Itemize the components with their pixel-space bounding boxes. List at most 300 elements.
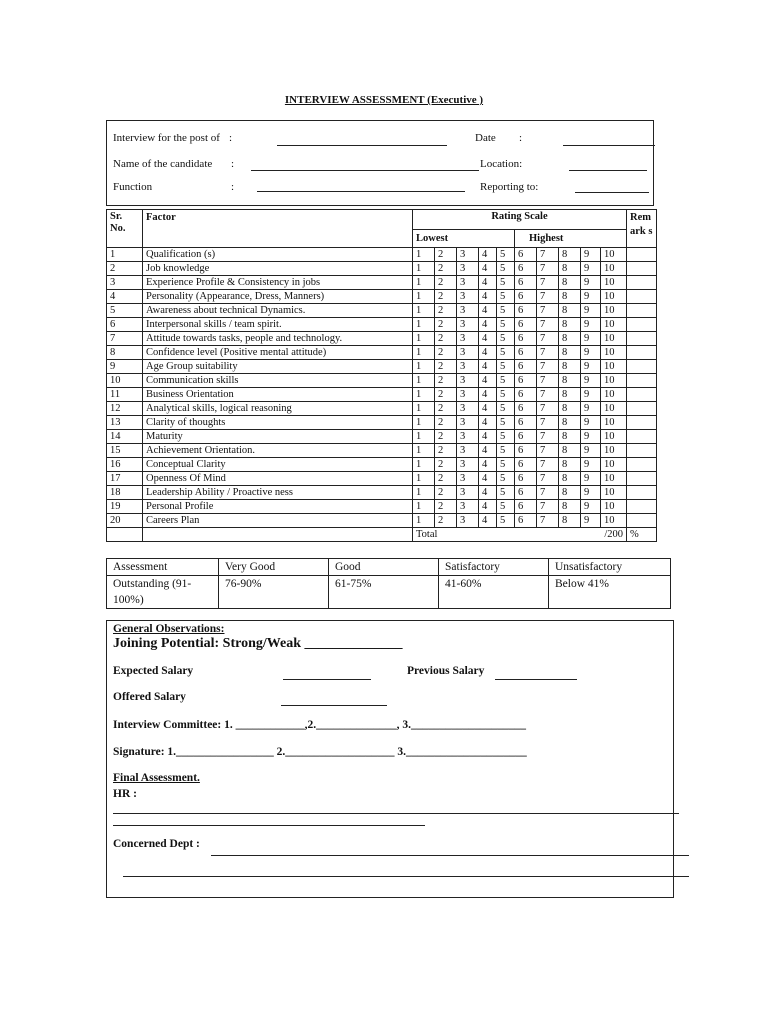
rating-option[interactable]: 6: [515, 360, 537, 374]
reporting-field[interactable]: [575, 192, 649, 193]
rating-option[interactable]: 1: [413, 360, 435, 374]
rating-option[interactable]: 9: [581, 514, 601, 528]
rating-option[interactable]: 3: [457, 472, 479, 486]
rating-option[interactable]: 6: [515, 346, 537, 360]
rating-option[interactable]: 1: [413, 290, 435, 304]
rating-option[interactable]: 6: [515, 444, 537, 458]
rating-option[interactable]: 8: [559, 290, 581, 304]
rating-option[interactable]: 2: [435, 500, 457, 514]
date-field[interactable]: [563, 145, 655, 146]
rating-option[interactable]: 5: [497, 514, 515, 528]
rating-option[interactable]: 1: [413, 248, 435, 262]
rating-option[interactable]: 10: [601, 486, 627, 500]
rating-option[interactable]: 5: [497, 290, 515, 304]
rating-option[interactable]: 5: [497, 304, 515, 318]
rating-option[interactable]: 3: [457, 514, 479, 528]
row-remarks[interactable]: [627, 360, 657, 374]
row-factor: Confidence level (Positive mental attitude): [143, 346, 413, 360]
row-sr-no: 2: [107, 262, 143, 276]
colon: :: [519, 132, 523, 144]
col-remarks: Remark s: [627, 210, 657, 248]
rating-option[interactable]: 7: [537, 444, 559, 458]
col-rating-scale: Rating Scale: [413, 210, 627, 230]
total-label: Total: [416, 529, 438, 540]
row-remarks[interactable]: [627, 388, 657, 402]
dept-line-1[interactable]: [211, 855, 689, 856]
rating-option[interactable]: 5: [497, 416, 515, 430]
row-remarks[interactable]: [627, 374, 657, 388]
rating-option[interactable]: 10: [601, 276, 627, 290]
rating-option[interactable]: 7: [537, 514, 559, 528]
rating-option[interactable]: 7: [537, 430, 559, 444]
rating-option[interactable]: 3: [457, 332, 479, 346]
rating-option[interactable]: 9: [581, 430, 601, 444]
rating-option[interactable]: 4: [479, 472, 497, 486]
rating-option[interactable]: 2: [435, 262, 457, 276]
rating-row: [107, 472, 657, 486]
observations-box: [106, 620, 674, 898]
rating-option[interactable]: 1: [413, 416, 435, 430]
rating-option[interactable]: 2: [435, 290, 457, 304]
rating-option[interactable]: 2: [435, 346, 457, 360]
rating-option[interactable]: 3: [457, 388, 479, 402]
rating-option[interactable]: 8: [559, 332, 581, 346]
rating-option[interactable]: 3: [457, 248, 479, 262]
rating-option[interactable]: 1: [413, 458, 435, 472]
rating-option[interactable]: 5: [497, 500, 515, 514]
rating-option[interactable]: 1: [413, 332, 435, 346]
rating-option[interactable]: 10: [601, 416, 627, 430]
row-remarks[interactable]: [627, 402, 657, 416]
rating-option[interactable]: 9: [581, 332, 601, 346]
rating-option[interactable]: 4: [479, 514, 497, 528]
rating-option[interactable]: 5: [497, 402, 515, 416]
rating-option[interactable]: 10: [601, 458, 627, 472]
rating-option[interactable]: 4: [479, 374, 497, 388]
rating-option[interactable]: 8: [559, 444, 581, 458]
rating-option[interactable]: 1: [413, 402, 435, 416]
rating-option[interactable]: 4: [479, 360, 497, 374]
rating-option[interactable]: 4: [479, 500, 497, 514]
rating-option[interactable]: 3: [457, 318, 479, 332]
rating-option[interactable]: 7: [537, 360, 559, 374]
assessment-header: Assessment: [107, 559, 219, 576]
rating-option[interactable]: 2: [435, 472, 457, 486]
rating-option[interactable]: 3: [457, 360, 479, 374]
rating-option[interactable]: 2: [435, 430, 457, 444]
rating-option[interactable]: 5: [497, 360, 515, 374]
rating-option[interactable]: 8: [559, 472, 581, 486]
rating-row: [107, 374, 657, 388]
rating-option[interactable]: 9: [581, 472, 601, 486]
rating-option[interactable]: 7: [537, 416, 559, 430]
rating-option[interactable]: 3: [457, 374, 479, 388]
rating-option[interactable]: 9: [581, 304, 601, 318]
rating-option[interactable]: 3: [457, 276, 479, 290]
rating-option[interactable]: 6: [515, 276, 537, 290]
rating-option[interactable]: 6: [515, 500, 537, 514]
rating-option[interactable]: 9: [581, 374, 601, 388]
previous-salary-field[interactable]: [495, 679, 577, 680]
rating-option[interactable]: 9: [581, 402, 601, 416]
rating-option[interactable]: 1: [413, 430, 435, 444]
rating-option[interactable]: 10: [601, 444, 627, 458]
candidate-field[interactable]: [251, 170, 479, 171]
row-factor: Personality (Appearance, Dress, Manners): [143, 290, 413, 304]
rating-option[interactable]: 9: [581, 290, 601, 304]
row-remarks[interactable]: [627, 416, 657, 430]
post-field[interactable]: [277, 145, 447, 146]
rating-option[interactable]: 1: [413, 388, 435, 402]
rating-row: [107, 388, 657, 402]
assessment-value: Outstanding (91-100%): [107, 576, 219, 609]
colon: :: [229, 132, 233, 144]
rating-option[interactable]: 5: [497, 486, 515, 500]
row-factor: Achievement Orientation.: [143, 444, 413, 458]
row-sr-no: 13: [107, 416, 143, 430]
rating-option[interactable]: 7: [537, 472, 559, 486]
rating-option[interactable]: 3: [457, 346, 479, 360]
rating-option[interactable]: 10: [601, 360, 627, 374]
row-remarks[interactable]: [627, 262, 657, 276]
rating-option[interactable]: 10: [601, 248, 627, 262]
row-factor: Personal Profile: [143, 500, 413, 514]
row-remarks[interactable]: [627, 318, 657, 332]
joining-potential: Joining Potential: Strong/Weak ______________: [113, 636, 403, 651]
rating-option[interactable]: 10: [601, 290, 627, 304]
rating-option[interactable]: 8: [559, 304, 581, 318]
rating-option[interactable]: 8: [559, 360, 581, 374]
rating-option[interactable]: 6: [515, 332, 537, 346]
rating-option[interactable]: 9: [581, 416, 601, 430]
row-remarks[interactable]: [627, 248, 657, 262]
rating-option[interactable]: 7: [537, 486, 559, 500]
rating-option[interactable]: 6: [515, 262, 537, 276]
rating-row: [107, 500, 657, 514]
location-label: Location:: [480, 158, 523, 170]
rating-option[interactable]: 6: [515, 514, 537, 528]
row-factor: Communication skills: [143, 374, 413, 388]
rating-option[interactable]: 5: [497, 388, 515, 402]
rating-option[interactable]: 1: [413, 514, 435, 528]
row-remarks[interactable]: [627, 514, 657, 528]
rating-option[interactable]: 9: [581, 500, 601, 514]
scale-highest: Highest: [515, 230, 627, 248]
rating-option[interactable]: 8: [559, 276, 581, 290]
rating-option[interactable]: 8: [559, 430, 581, 444]
row-factor: Age Group suitability: [143, 360, 413, 374]
total-percent: %: [627, 528, 657, 542]
row-sr-no: 9: [107, 360, 143, 374]
row-factor: Clarity of thoughts: [143, 416, 413, 430]
rating-option[interactable]: 4: [479, 458, 497, 472]
row-sr-no: 12: [107, 402, 143, 416]
row-remarks[interactable]: [627, 304, 657, 318]
rating-option[interactable]: 4: [479, 304, 497, 318]
rating-option[interactable]: 7: [537, 346, 559, 360]
rating-option[interactable]: 2: [435, 276, 457, 290]
rating-option[interactable]: 9: [581, 360, 601, 374]
rating-row: [107, 262, 657, 276]
row-factor: Openness Of Mind: [143, 472, 413, 486]
row-sr-no: 19: [107, 500, 143, 514]
rating-option[interactable]: 6: [515, 416, 537, 430]
assessment-header: Unsatisfactory: [549, 559, 671, 576]
rating-option[interactable]: 3: [457, 430, 479, 444]
rating-option[interactable]: 2: [435, 514, 457, 528]
location-field[interactable]: [569, 170, 647, 171]
rating-option[interactable]: 2: [435, 486, 457, 500]
row-remarks[interactable]: [627, 458, 657, 472]
rating-option[interactable]: 9: [581, 388, 601, 402]
rating-option[interactable]: 5: [497, 346, 515, 360]
rating-option[interactable]: 2: [435, 402, 457, 416]
rating-row: [107, 486, 657, 500]
assessment-header: Very Good: [219, 559, 329, 576]
rating-option[interactable]: 4: [479, 332, 497, 346]
rating-option[interactable]: 7: [537, 276, 559, 290]
rating-option[interactable]: 2: [435, 388, 457, 402]
rating-option[interactable]: 7: [537, 388, 559, 402]
rating-option[interactable]: 3: [457, 486, 479, 500]
rating-option[interactable]: 9: [581, 486, 601, 500]
rating-option[interactable]: 3: [457, 402, 479, 416]
rating-option[interactable]: 7: [537, 304, 559, 318]
rating-option[interactable]: 1: [413, 500, 435, 514]
rating-option[interactable]: 8: [559, 262, 581, 276]
rating-option[interactable]: 1: [413, 276, 435, 290]
rating-option[interactable]: 1: [413, 304, 435, 318]
rating-option[interactable]: 5: [497, 430, 515, 444]
col-factor: Factor: [143, 210, 413, 248]
rating-option[interactable]: 9: [581, 276, 601, 290]
row-sr-no: 6: [107, 318, 143, 332]
rating-option[interactable]: 2: [435, 458, 457, 472]
rating-option[interactable]: 1: [413, 374, 435, 388]
rating-option[interactable]: 1: [413, 262, 435, 276]
rating-option[interactable]: 6: [515, 374, 537, 388]
assessment-value: Below 41%: [549, 576, 671, 609]
row-remarks[interactable]: [627, 430, 657, 444]
row-remarks[interactable]: [627, 276, 657, 290]
rating-option[interactable]: 7: [537, 332, 559, 346]
rating-option[interactable]: 2: [435, 248, 457, 262]
rating-option[interactable]: 6: [515, 402, 537, 416]
row-factor: Experience Profile & Consistency in jobs: [143, 276, 413, 290]
rating-option[interactable]: 4: [479, 248, 497, 262]
rating-option[interactable]: 5: [497, 472, 515, 486]
rating-row: [107, 304, 657, 318]
rating-option[interactable]: 2: [435, 304, 457, 318]
rating-option[interactable]: 10: [601, 514, 627, 528]
rating-option[interactable]: 8: [559, 346, 581, 360]
offered-salary-field[interactable]: [281, 705, 387, 706]
rating-option[interactable]: 7: [537, 402, 559, 416]
rating-option[interactable]: 7: [537, 374, 559, 388]
row-factor: Awareness about technical Dynamics.: [143, 304, 413, 318]
rating-option[interactable]: 9: [581, 458, 601, 472]
rating-option[interactable]: 8: [559, 388, 581, 402]
row-remarks[interactable]: [627, 332, 657, 346]
row-factor: Attitude towards tasks, people and technology.: [143, 332, 413, 346]
rating-row: [107, 458, 657, 472]
rating-option[interactable]: 7: [537, 318, 559, 332]
assessment-value: 61-75%: [329, 576, 439, 609]
rating-option[interactable]: 4: [479, 262, 497, 276]
rating-option[interactable]: 10: [601, 332, 627, 346]
rating-option[interactable]: 2: [435, 318, 457, 332]
post-label: Interview for the post of: [113, 132, 220, 144]
date-label: Date: [475, 132, 496, 144]
rating-option[interactable]: 3: [457, 444, 479, 458]
row-sr-no: 4: [107, 290, 143, 304]
row-remarks[interactable]: [627, 346, 657, 360]
row-sr-no: 10: [107, 374, 143, 388]
rating-option[interactable]: 3: [457, 458, 479, 472]
row-sr-no: 15: [107, 444, 143, 458]
rating-option[interactable]: 4: [479, 318, 497, 332]
row-factor: Maturity: [143, 430, 413, 444]
row-factor: Conceptual Clarity: [143, 458, 413, 472]
row-factor: Leadership Ability / Proactive ness: [143, 486, 413, 500]
function-label: Function: [113, 181, 153, 193]
rating-option[interactable]: 4: [479, 444, 497, 458]
rating-option[interactable]: 8: [559, 500, 581, 514]
rating-row: [107, 430, 657, 444]
rating-option[interactable]: 10: [601, 500, 627, 514]
row-sr-no: 5: [107, 304, 143, 318]
rating-option[interactable]: 4: [479, 388, 497, 402]
row-remarks[interactable]: [627, 290, 657, 304]
rating-option[interactable]: 10: [601, 304, 627, 318]
rating-option[interactable]: 6: [515, 472, 537, 486]
rating-option[interactable]: 2: [435, 374, 457, 388]
row-remarks[interactable]: [627, 444, 657, 458]
function-field[interactable]: [257, 191, 465, 192]
previous-salary-label: Previous Salary: [407, 665, 485, 677]
rating-option[interactable]: 9: [581, 346, 601, 360]
rating-option[interactable]: 1: [413, 346, 435, 360]
rating-option[interactable]: 4: [479, 276, 497, 290]
rating-option[interactable]: 8: [559, 486, 581, 500]
rating-option[interactable]: 2: [435, 332, 457, 346]
rating-option[interactable]: 5: [497, 374, 515, 388]
rating-option[interactable]: 5: [497, 248, 515, 262]
rating-row: [107, 290, 657, 304]
rating-option[interactable]: 9: [581, 318, 601, 332]
total-blank: [143, 528, 413, 542]
colon: :: [231, 181, 235, 193]
rating-option[interactable]: 8: [559, 248, 581, 262]
rating-option[interactable]: 1: [413, 444, 435, 458]
rating-option[interactable]: 8: [559, 416, 581, 430]
rating-option[interactable]: 10: [601, 430, 627, 444]
scale-lowest: Lowest: [413, 230, 515, 248]
rating-option[interactable]: 4: [479, 402, 497, 416]
rating-option[interactable]: 8: [559, 458, 581, 472]
rating-option[interactable]: 6: [515, 290, 537, 304]
rating-option[interactable]: 6: [515, 430, 537, 444]
row-sr-no: 17: [107, 472, 143, 486]
row-sr-no: 20: [107, 514, 143, 528]
assessment-table: [106, 558, 671, 609]
rating-option[interactable]: 4: [479, 290, 497, 304]
rating-option[interactable]: 7: [537, 500, 559, 514]
dept-line-2[interactable]: [123, 876, 689, 877]
rating-option[interactable]: 6: [515, 458, 537, 472]
rating-row: [107, 360, 657, 374]
rating-option[interactable]: 6: [515, 318, 537, 332]
rating-option[interactable]: 9: [581, 262, 601, 276]
rating-option[interactable]: 1: [413, 472, 435, 486]
rating-row: [107, 402, 657, 416]
rating-option[interactable]: 5: [497, 458, 515, 472]
rating-option[interactable]: 8: [559, 514, 581, 528]
rating-option[interactable]: 4: [479, 430, 497, 444]
rating-option[interactable]: 10: [601, 402, 627, 416]
rating-option[interactable]: 4: [479, 346, 497, 360]
rating-option[interactable]: 7: [537, 290, 559, 304]
rating-row: [107, 444, 657, 458]
rating-option[interactable]: 4: [479, 486, 497, 500]
rating-option[interactable]: 5: [497, 276, 515, 290]
rating-option[interactable]: 6: [515, 304, 537, 318]
rating-option[interactable]: 3: [457, 500, 479, 514]
rating-option[interactable]: 3: [457, 290, 479, 304]
rating-option[interactable]: 10: [601, 472, 627, 486]
row-remarks[interactable]: [627, 472, 657, 486]
rating-option[interactable]: 5: [497, 318, 515, 332]
rating-option[interactable]: 3: [457, 416, 479, 430]
rating-option[interactable]: 9: [581, 444, 601, 458]
rating-option[interactable]: 10: [601, 374, 627, 388]
rating-option[interactable]: 6: [515, 486, 537, 500]
rating-option[interactable]: 10: [601, 346, 627, 360]
rating-option[interactable]: 7: [537, 458, 559, 472]
rating-option[interactable]: 8: [559, 402, 581, 416]
rating-option[interactable]: 3: [457, 262, 479, 276]
rating-option[interactable]: 10: [601, 318, 627, 332]
rating-option[interactable]: 5: [497, 332, 515, 346]
rating-option[interactable]: 9: [581, 248, 601, 262]
rating-option[interactable]: 7: [537, 248, 559, 262]
rating-option[interactable]: 2: [435, 416, 457, 430]
expected-salary-field[interactable]: [283, 679, 371, 680]
colon: :: [231, 158, 235, 170]
rating-option[interactable]: 1: [413, 318, 435, 332]
rating-option[interactable]: 2: [435, 444, 457, 458]
rating-option[interactable]: 8: [559, 318, 581, 332]
row-remarks[interactable]: [627, 486, 657, 500]
rating-option[interactable]: 2: [435, 360, 457, 374]
rating-option[interactable]: 10: [601, 262, 627, 276]
rating-option[interactable]: 6: [515, 248, 537, 262]
row-factor: Careers Plan: [143, 514, 413, 528]
rating-option[interactable]: 4: [479, 416, 497, 430]
hr-line-1[interactable]: [113, 813, 679, 814]
rating-option[interactable]: 8: [559, 374, 581, 388]
hr-line-2[interactable]: [113, 825, 425, 826]
rating-option[interactable]: 6: [515, 388, 537, 402]
rating-option[interactable]: 5: [497, 444, 515, 458]
rating-option[interactable]: 10: [601, 388, 627, 402]
rating-option[interactable]: 3: [457, 304, 479, 318]
rating-option[interactable]: 5: [497, 262, 515, 276]
rating-row: [107, 332, 657, 346]
rating-option[interactable]: 7: [537, 262, 559, 276]
row-remarks[interactable]: [627, 500, 657, 514]
rating-option[interactable]: 1: [413, 486, 435, 500]
